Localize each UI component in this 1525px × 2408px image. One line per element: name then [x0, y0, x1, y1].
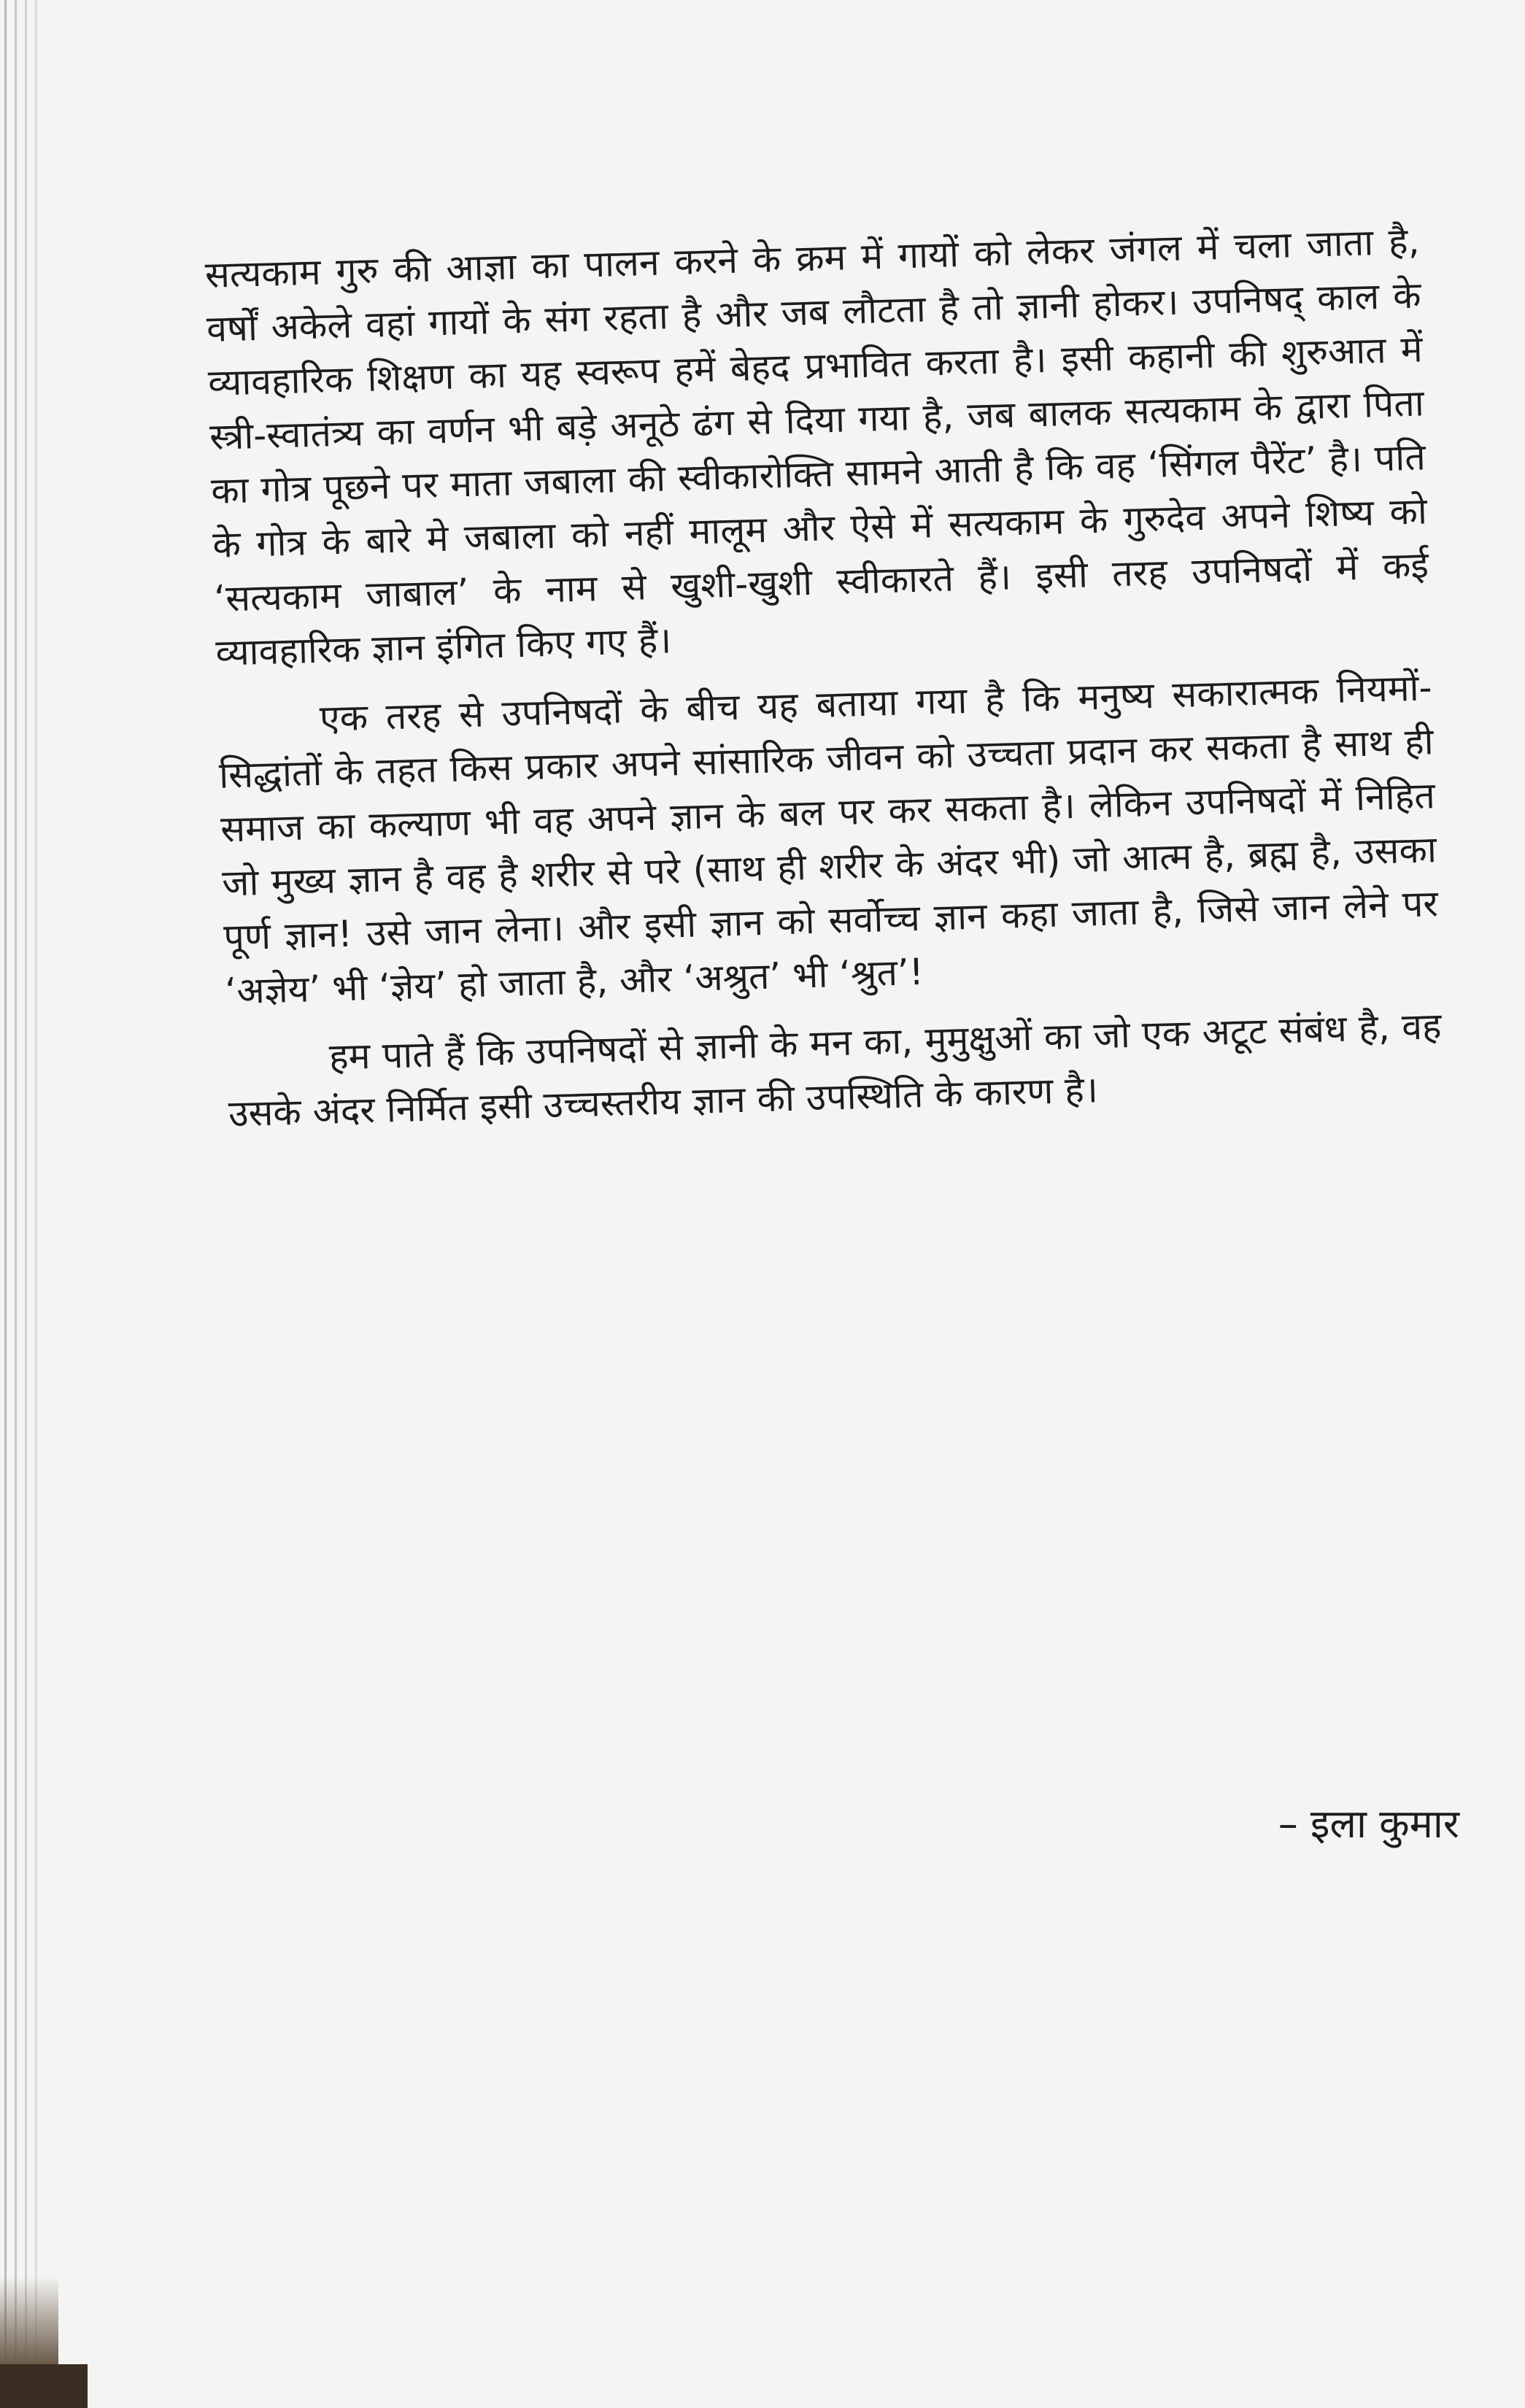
page-shadow [0, 2277, 58, 2364]
paragraph-3: हम पाते हैं कि उपनिषदों से ज्ञानी के मन का, मुमुक्षुओं का जो एक अटूट संबंध है, वह उसके अंदर निर्मित इसी उच्चस्तरीय ज्ञान की उपस्थिति के कारण है। [228, 1005, 1443, 1135]
body-text [204, 215, 1444, 1141]
page-edge [35, 0, 37, 2408]
author-signature: – इला कुमार [1278, 1801, 1459, 1847]
paragraph-1: सत्यकाम गुरु की आज्ञा का पालन करने के क्रम में गायों को लेकर जंगल में चला जाता है, वर्षों अकेले वहां गायों के संग रहता है और जब लौटता है तो ज्ञानी होकर। उपनिषद् काल के व्यावहारिक शिक्षण का यह स्वरूप हमें बेहद प्रभावित करता है। इसी कहानी की शुरुआत में स्त्री-स्वातंत्र्य का वर्णन भी बड़े अनूठे ढंग से दिया गया है, जब बालक सत्यकाम के द्वारा पिता का गोत्र पूछने पर माता जबाला की स्वीकारोक्ति सामने आती है कि वह ‘सिंगल पैरेंट’ है। पति के गोत्र के बारे मे जबाला को नहीं मालूम और ऐसे में सत्यकाम के गुरुदेव अपने शिष्य को ‘सत्यकाम जाबाल’ के नाम से खुशी-खुशी स्वीकारते हैं। इसी तरह उपनिषदों में कई व्यावहारिक ज्ञान इंगित किए गए हैं। [204, 220, 1429, 674]
page-edge [25, 0, 27, 2408]
page-edge [15, 0, 17, 2408]
paragraph-2: एक तरह से उपनिषदों के बीच यह बताया गया है कि मनुष्य सकारात्मक नियमों-सिद्धांतों के तहत किस प्रकार अपने सांसारिक जीवन को उच्चता प्रदान कर सकता है साथ ही समाज का कल्याण भी वह अपने ज्ञान के बल पर कर सकता है। लेकिन उपनिषदों में निहित जो मुख्य ज्ञान है वह है शरीर से परे (साथ ही शरीर के अंदर भी) जो आत्म है, ब्रह्म है, उसका पूर्ण ज्ञान! उसे जान लेना। और इसी ज्ञान को सर्वोच्च ज्ञान कहा जाता है, जिसे जान लेने पर ‘अज्ञेय’ भी ‘ज्ञेय’ हो जाता है, और ‘अश्रुत’ भी ‘श्रुत’! [218, 666, 1439, 1013]
page-edge [4, 0, 7, 2408]
background-corner [0, 2364, 88, 2408]
